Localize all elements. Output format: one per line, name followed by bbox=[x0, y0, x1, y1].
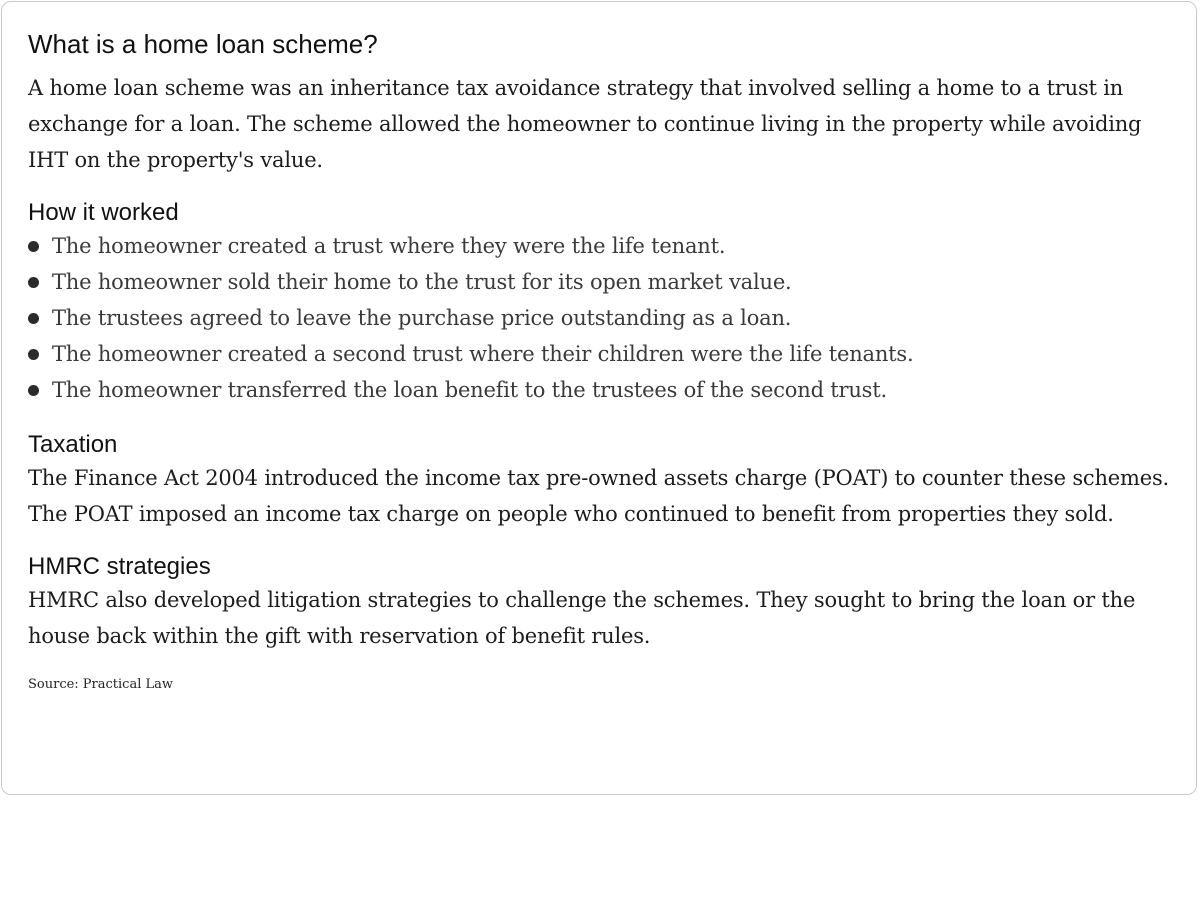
list-item-text: The homeowner created a trust where they were the life tenant. bbox=[52, 234, 726, 258]
list-item-text: The homeowner transferred the loan benefit to the trustees of the second trust. bbox=[52, 378, 887, 402]
list-item-text: The homeowner sold their home to the trust for its open market value. bbox=[52, 270, 792, 294]
bullet-icon bbox=[28, 349, 39, 360]
answer-card bbox=[1, 1, 1197, 795]
list-item bbox=[28, 228, 1170, 264]
page-title: What is a home loan scheme? bbox=[28, 29, 378, 59]
list-item-text: The trustees agreed to leave the purchase price outstanding as a loan. bbox=[52, 306, 792, 330]
list-item-text: The homeowner created a second trust where their children were the life tenants. bbox=[52, 342, 914, 366]
source-attribution: Source: Practical Law bbox=[28, 677, 174, 692]
list-item bbox=[28, 336, 1170, 372]
list-item bbox=[28, 264, 1170, 300]
section-heading-taxation: Taxation bbox=[28, 431, 118, 458]
list-item bbox=[28, 372, 1170, 408]
list-item bbox=[28, 300, 1170, 336]
hmrc-paragraph: HMRC also developed litigation strategies to challenge the schemes. They sought to bring the loan or the house back within the gift with reservation of benefit rules. bbox=[28, 588, 1136, 648]
taxation-paragraph: The Finance Act 2004 introduced the income tax pre-owned assets charge (POAT) to counter these schemes. The POAT imposed an income tax charge on people who continued to benefit from properties they sold. bbox=[28, 466, 1170, 526]
bullet-icon bbox=[28, 277, 39, 288]
section-heading-how-it-worked: How it worked bbox=[28, 199, 179, 226]
bullet-icon bbox=[28, 385, 39, 396]
bullet-icon bbox=[28, 241, 39, 252]
intro-paragraph: A home loan scheme was an inheritance tax avoidance strategy that involved selling a home to a trust in exchange for a loan. The scheme allowed the homeowner to continue living in the property while avoiding IHT on the property's value. bbox=[28, 76, 1142, 172]
how-it-worked-list bbox=[28, 228, 1170, 408]
section-heading-hmrc-strategies: HMRC strategies bbox=[28, 553, 211, 580]
bullet-icon bbox=[28, 313, 39, 324]
